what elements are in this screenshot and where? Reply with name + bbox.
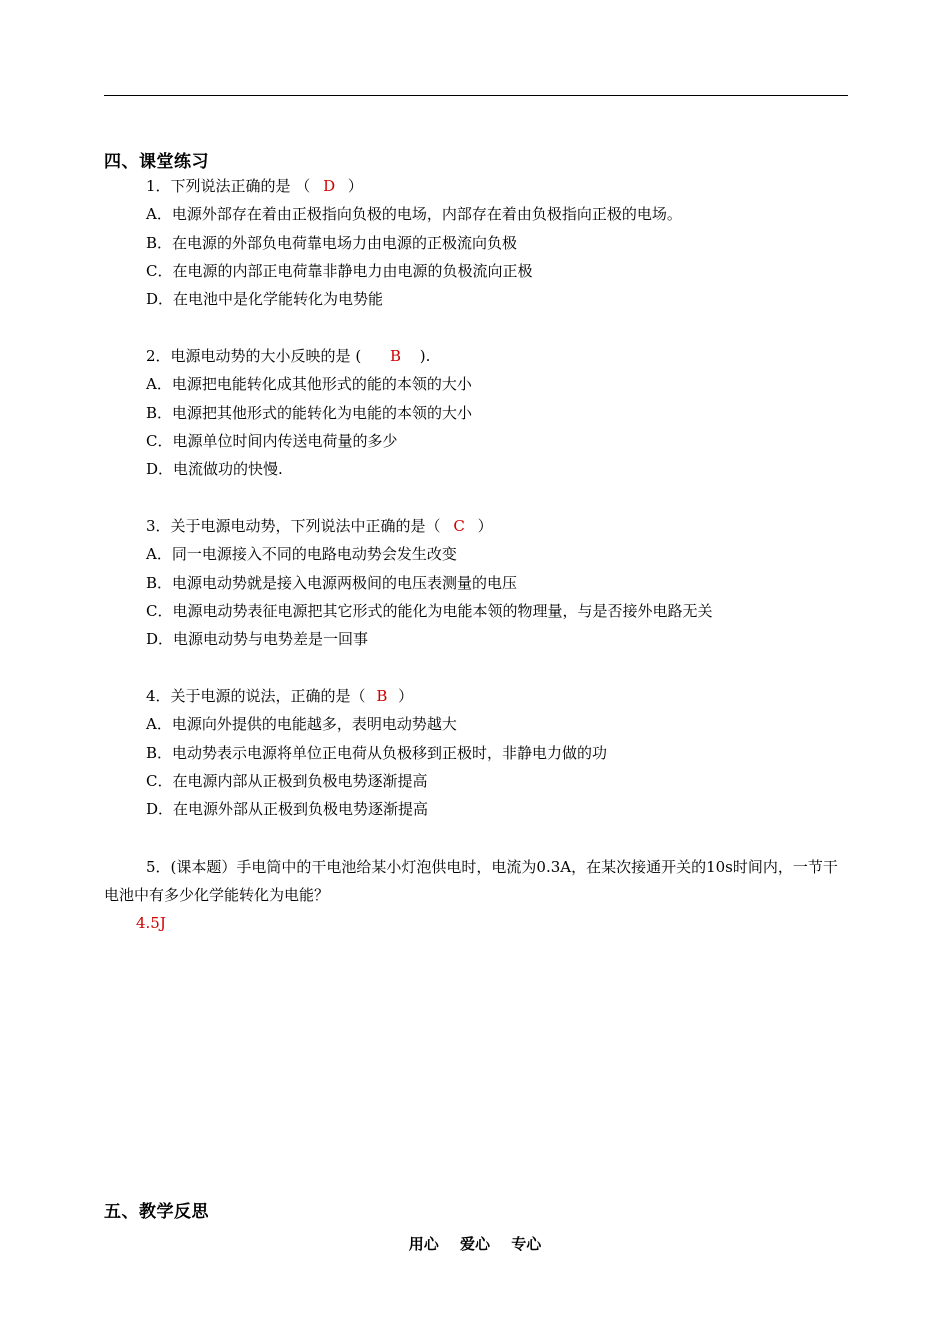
- question-4-stem-post: ）: [398, 687, 414, 705]
- question-2-stem-post: ).: [419, 347, 431, 365]
- question-1-answer: D: [323, 177, 336, 195]
- question-1-stem-pre: 1．下列说法正确的是 （: [146, 177, 311, 195]
- question-1-stem-post: ）: [347, 177, 363, 195]
- question-4-stem-pre: 4．关于电源的说法，正确的是（: [146, 687, 366, 705]
- question-1-stem: [146, 176, 363, 196]
- question-4-option-b: B．电动势表示电源将单位正电荷从负极移到正极时，非静电力做的功: [146, 744, 608, 762]
- question-3-stem-post: ）: [477, 517, 493, 535]
- header-rule: [104, 95, 848, 96]
- question-3-stem-pre: 3．关于电源电动势，下列说法中正确的是（: [146, 517, 441, 535]
- page-footer: [0, 1233, 950, 1254]
- question-5-text: 5．(课本题）手电筒中的干电池给某小灯泡供电时，电流为0.3A，在某次接通开关的10s时间内，一节干电池中有多少化学能转化为电能？: [104, 858, 838, 904]
- question-3-option-b: B．电源电动势就是接入电源两极间的电压表测量的电压: [146, 574, 518, 592]
- question-2-option-b: B．电源把其他形式的能转化为电能的本领的大小: [146, 404, 473, 422]
- question-4-option-a: A．电源向外提供的电能越多，表明电动势越大: [146, 715, 457, 733]
- question-5-answer: 4.5J: [136, 914, 166, 932]
- question-2-option-a: A．电源把电能转化成其他形式的能的本领的大小: [146, 375, 472, 393]
- question-3-stem: [146, 516, 493, 536]
- question-4-stem: [146, 686, 413, 706]
- question-1-option-c: C．在电源的内部正电荷靠非静电力由电源的负极流向正极: [146, 262, 533, 280]
- question-2-stem: [146, 346, 430, 366]
- section-4-title: 四、课堂练习: [104, 152, 209, 172]
- question-4-option-d: D．在电源外部从正极到负极电势逐渐提高: [146, 800, 429, 818]
- footer-word-2: 爱心: [459, 1235, 490, 1253]
- question-2-stem-pre: 2．电源电动势的大小反映的是 (: [146, 347, 362, 365]
- question-4-option-c: C．在电源内部从正极到负极电势逐渐提高: [146, 772, 428, 790]
- question-3-option-d: D．电源电动势与电势差是一回事: [146, 630, 369, 648]
- question-1-option-a: A．电源外部存在着由正极指向负极的电场，内部存在着由负极指向正极的电场。: [146, 205, 682, 223]
- footer-word-1: 用心: [408, 1235, 439, 1253]
- question-2-option-c: C．电源单位时间内传送电荷量的多少: [146, 432, 398, 450]
- section-5-title: 五、教学反思: [104, 1202, 209, 1222]
- question-1-option-d: D．在电池中是化学能转化为电势能: [146, 290, 384, 308]
- question-4-answer: B: [376, 687, 388, 705]
- question-3-answer: C: [453, 517, 465, 535]
- question-3-option-c: C．电源电动势表征电源把其它形式的能化为电能本领的物理量，与是否接外电路无关: [146, 602, 713, 620]
- question-1-option-b: B．在电源的外部负电荷靠电场力由电源的正极流向负极: [146, 234, 518, 252]
- question-2-answer: B: [389, 347, 401, 365]
- question-2-option-d: D．电流做功的快慢.: [146, 460, 283, 478]
- footer-word-3: 专心: [511, 1235, 542, 1253]
- question-3-option-a: A．同一电源接入不同的电路电动势会发生改变: [146, 545, 457, 563]
